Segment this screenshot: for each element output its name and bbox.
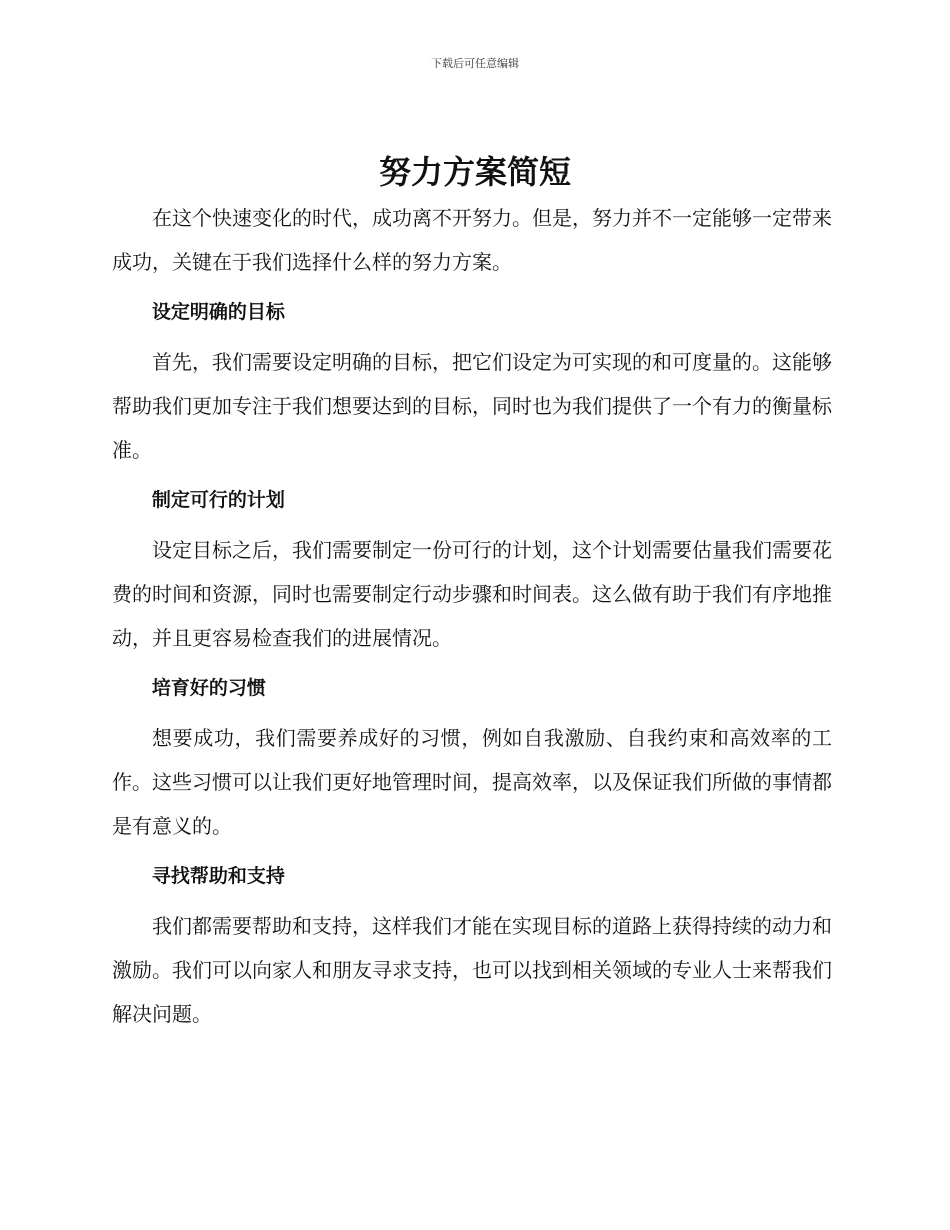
section-body-habits: 想要成功，我们需要养成好的习惯，例如自我激励、自我约束和高效率的工作。这些习惯可以让我们更好地管理时间，提高效率，以及保证我们所做的事情都是有意义的。 (112, 726, 832, 838)
document-body (112, 196, 832, 1036)
section-heading-support: 寻找帮助和支持 (151, 865, 285, 887)
section-body-goals: 首先，我们需要设定明确的目标，把它们设定为可实现的和可度量的。这能够帮助我们更加专注于我们想要达到的目标，同时也为我们提供了一个有力的衡量标准。 (112, 350, 832, 462)
section-heading-goals: 设定明确的目标 (151, 301, 285, 323)
section-heading-plan: 制定可行的计划 (151, 489, 285, 511)
section-heading-habits: 培育好的习惯 (151, 677, 266, 699)
document-title: 努力方案简短 (378, 153, 571, 191)
section-body-plan: 设定目标之后，我们需要制定一份可行的计划，这个计划需要估量我们需要花费的时间和资源，同时也需要制定行动步骤和时间表。这么做有助于我们有序地推动，并且更容易检查我们的进展情况。 (112, 538, 832, 650)
section-body-support: 我们都需要帮助和支持，这样我们才能在实现目标的道路上获得持续的动力和激励。我们可以向家人和朋友寻求支持，也可以找到相关领域的专业人士来帮我们解决问题。 (112, 914, 832, 1026)
intro-paragraph: 在这个快速变化的时代，成功离不开努力。但是，努力并不一定能够一定带来成功，关键在于我们选择什么样的努力方案。 (112, 206, 832, 274)
header-note: 下载后可任意编辑 (431, 57, 519, 70)
